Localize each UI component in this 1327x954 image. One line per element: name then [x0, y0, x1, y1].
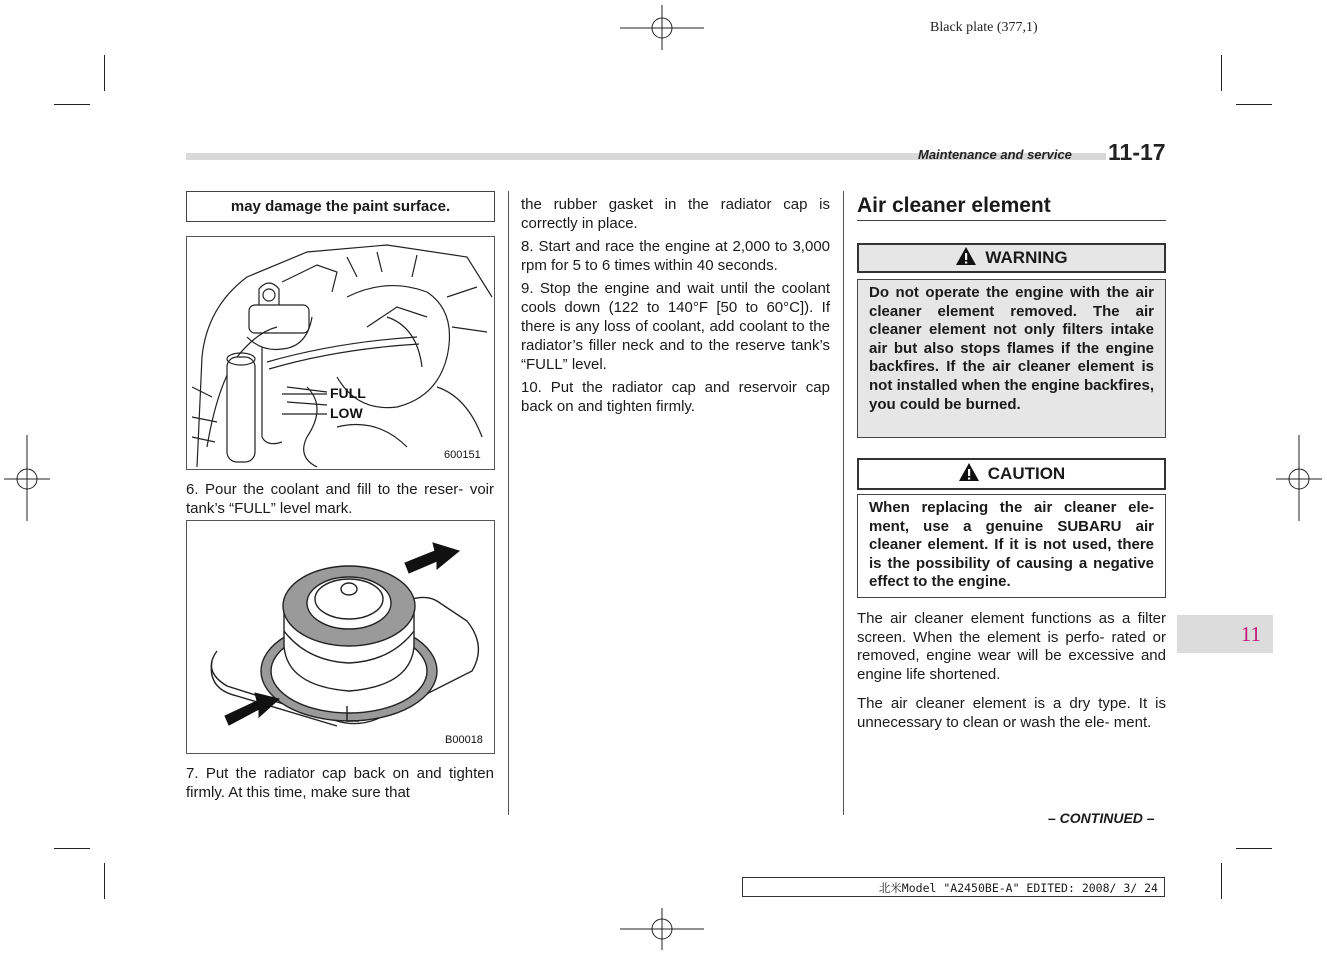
caution-label: CAUTION: [987, 464, 1066, 483]
engine-reservoir-figure: [186, 236, 495, 470]
chapter-tab: 11: [1177, 615, 1273, 653]
warning-header: [857, 243, 1166, 273]
step-7: 7. Put the radiator cap back on and tighten firmly. At this time, make sure that: [186, 765, 494, 801]
section-title: Air cleaner element: [857, 194, 1051, 217]
continued-label: – CONTINUED –: [1048, 810, 1155, 826]
page-number: 11-17: [1108, 139, 1166, 165]
warning-icon: [955, 246, 977, 266]
step-7-continued: the rubber gasket in the radiator cap is correctly in place.: [521, 196, 830, 232]
note-box: may damage the paint surface.: [186, 191, 495, 222]
engine-illustration: [187, 237, 494, 469]
plate-label: Black plate (377,1): [930, 20, 1038, 35]
footer-edit-stamp: 北米Model "A2450BE-A" EDITED: 2008/ 3/ 24: [742, 877, 1165, 897]
column-divider: [508, 191, 509, 815]
step-9: 9. Stop the engine and wait until the coolant cools down (122 to 140°F [50 to 60°C]). If there is any loss of coolant, add coolant to the radiator’s filler neck and to the reserve tank’s “FULL” level.: [521, 280, 830, 373]
warning-text: Do not operate the engine with the air cleaner element removed. The air cleaner element not only filters intake air but also stops flames if the engine backfires. If the air cleaner element is not installed when the engine backfires, you could be burned.: [857, 279, 1166, 438]
step-10: 10. Put the radiator cap and reservoir cap back on and tighten firmly.: [521, 379, 830, 415]
warning-label: WARNING: [985, 248, 1068, 267]
middle-column: [521, 195, 830, 420]
caution-header: [857, 458, 1166, 490]
left-text-step7: [186, 764, 494, 806]
full-label: FULL: [330, 385, 366, 401]
radiator-cap-figure: [186, 520, 495, 754]
right-paragraphs: [857, 610, 1166, 737]
paragraph-2: The air cleaner element is a dry type. It is unnecessary to clean or wash the ele- ment.: [857, 695, 1166, 731]
figure-code: 600151: [444, 449, 481, 461]
figure-code: B00018: [445, 734, 483, 746]
section-rule: [857, 220, 1166, 221]
step-8: 8. Start and race the engine at 2,000 to 3,000 rpm for 5 to 6 times within 40 seconds.: [521, 238, 830, 274]
radiator-cap-illustration: [187, 521, 494, 753]
column-divider: [843, 191, 844, 815]
step-6: 6. Pour the coolant and fill to the reser- voir tank’s “FULL” level mark.: [186, 481, 494, 517]
low-label: LOW: [330, 405, 363, 421]
paragraph-1: The air cleaner element functions as a filter screen. When the element is perfo- rated or removed, engine wear will be excessive and engine life shortened.: [857, 610, 1166, 683]
section-header: Maintenance and service: [918, 147, 1072, 162]
caution-icon: [958, 462, 980, 482]
left-text-step6: [186, 480, 494, 522]
caution-text: When replacing the air cleaner ele- ment, use a genuine SUBARU air cleaner element. If it is not used, there is the possibility of causing a negative effect to the engine.: [857, 494, 1166, 598]
